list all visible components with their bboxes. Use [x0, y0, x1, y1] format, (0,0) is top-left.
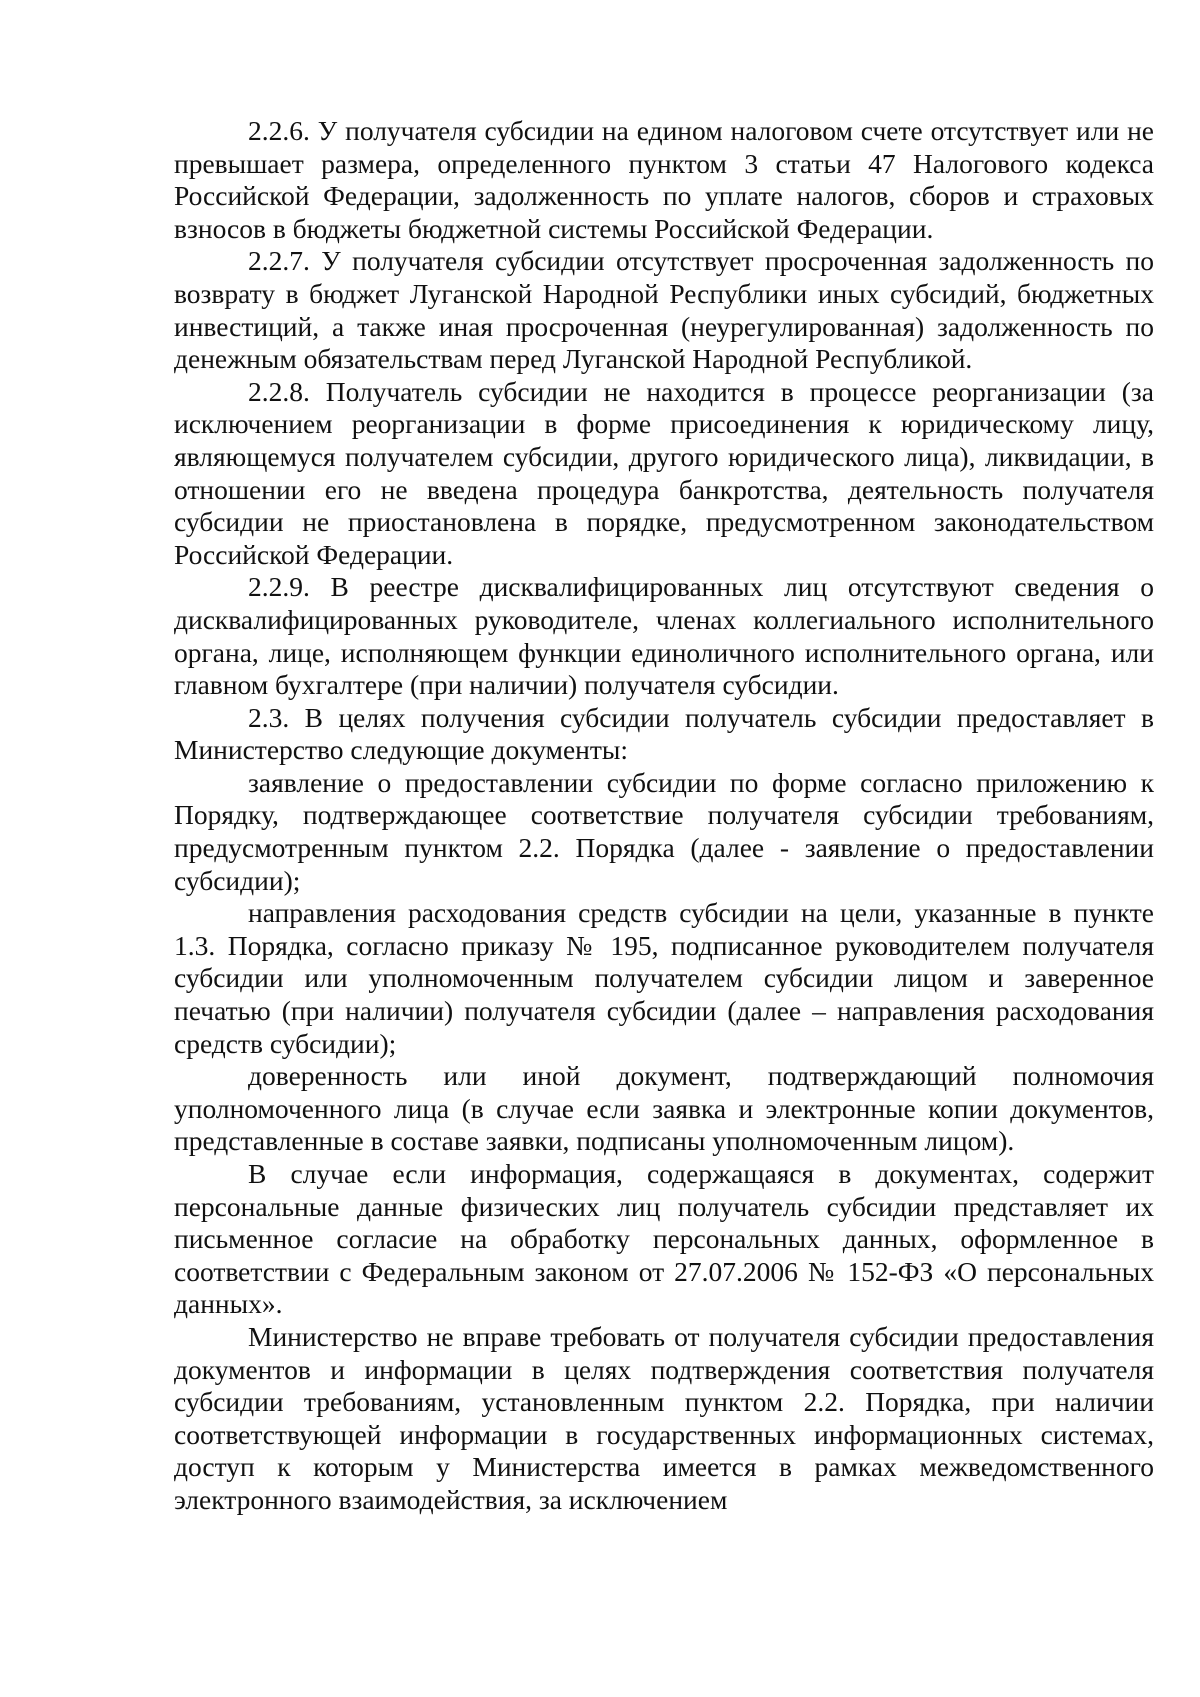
paragraph-application: заявление о предоставлении субсидии по форме согласно приложению к Порядку, подтверждающее соответствие получателя субсидии требованиям, предусмотренным пунктом 2.2. Порядка (далее - заявление о предоставлении субсидии); [174, 766, 1154, 896]
paragraph-power-of-attorney: доверенность или иной документ, подтверждающий полномочия уполномоченного лица (в случае если заявка и электронные копии документов, представленные в составе заявки, подписаны уполномоченным лицом). [174, 1060, 1154, 1157]
paragraph-2-2-8: 2.2.8. Получатель субсидии не находится в процессе реорганизации (за исключением реорганизации в форме присоединения к юридическому лицу, являющемуся получателем субсидии, другого юридического лица), ликвидации, в отношении его не введена процедура банкротства, деятельность получателя субсидии не приостановлена в порядке, предусмотренном законодательством Российской Федерации. [174, 375, 1154, 570]
document-page [174, 115, 1154, 1517]
paragraph-2-2-9: 2.2.9. В реестре дисквалифицированных лиц отсутствуют сведения о дисквалифицированных руководителе, членах коллегиального исполнительного органа, лице, исполняющем функции единоличного исполнительного органа, или главном бухгалтере (при наличии) получателя субсидии. [174, 571, 1154, 701]
paragraph-personal-data: В случае если информация, содержащаяся в документах, содержит персональные данные физических лиц получатель субсидии представляет их письменное согласие на обработку персональных данных, оформленное в соответствии с Федеральным законом от 27.07.2006 № 152-ФЗ «О персональных данных». [174, 1158, 1154, 1320]
paragraph-2-3: 2.3. В целях получения субсидии получатель субсидии предоставляет в Министерство следующие документы: [174, 701, 1154, 766]
paragraph-2-2-6: 2.2.6. У получателя субсидии на едином налоговом счете отсутствует или не превышает размера, определенного пунктом 3 статьи 47 Налогового кодекса Российской Федерации, задолженность по уплате налогов, сборов и страховых взносов в бюджеты бюджетной системы Российской Федерации. [174, 115, 1154, 244]
paragraph-ministry-rights: Министерство не вправе требовать от получателя субсидии предоставления документов и информации в целях подтверждения соответствия получателя субсидии требованиям, установленным пунктом 2.2. Порядка, при наличии соответствующей информации в государственных информационных системах, доступ к которым у Министерства имеется в рамках межведомственного электронного взаимодействия, за исключением [174, 1320, 1154, 1515]
paragraph-2-2-7: 2.2.7. У получателя субсидии отсутствует просроченная задолженность по возврату в бюджет Луганской Народной Республики иных субсидий, бюджетных инвестиций, а также иная просроченная (неурегулированная) задолженность по денежным обязательствам перед Луганской Народной Республикой. [174, 245, 1154, 375]
paragraph-spending-directions: направления расходования средств субсидии на цели, указанные в пункте 1.3. Порядка, согласно приказу № 195, подписанное руководителем получателя субсидии или уполномоченным получателем субсидии лицом и заверенное печатью (при наличии) получателя субсидии (далее – направления расходования средств субсидии); [174, 897, 1154, 1059]
